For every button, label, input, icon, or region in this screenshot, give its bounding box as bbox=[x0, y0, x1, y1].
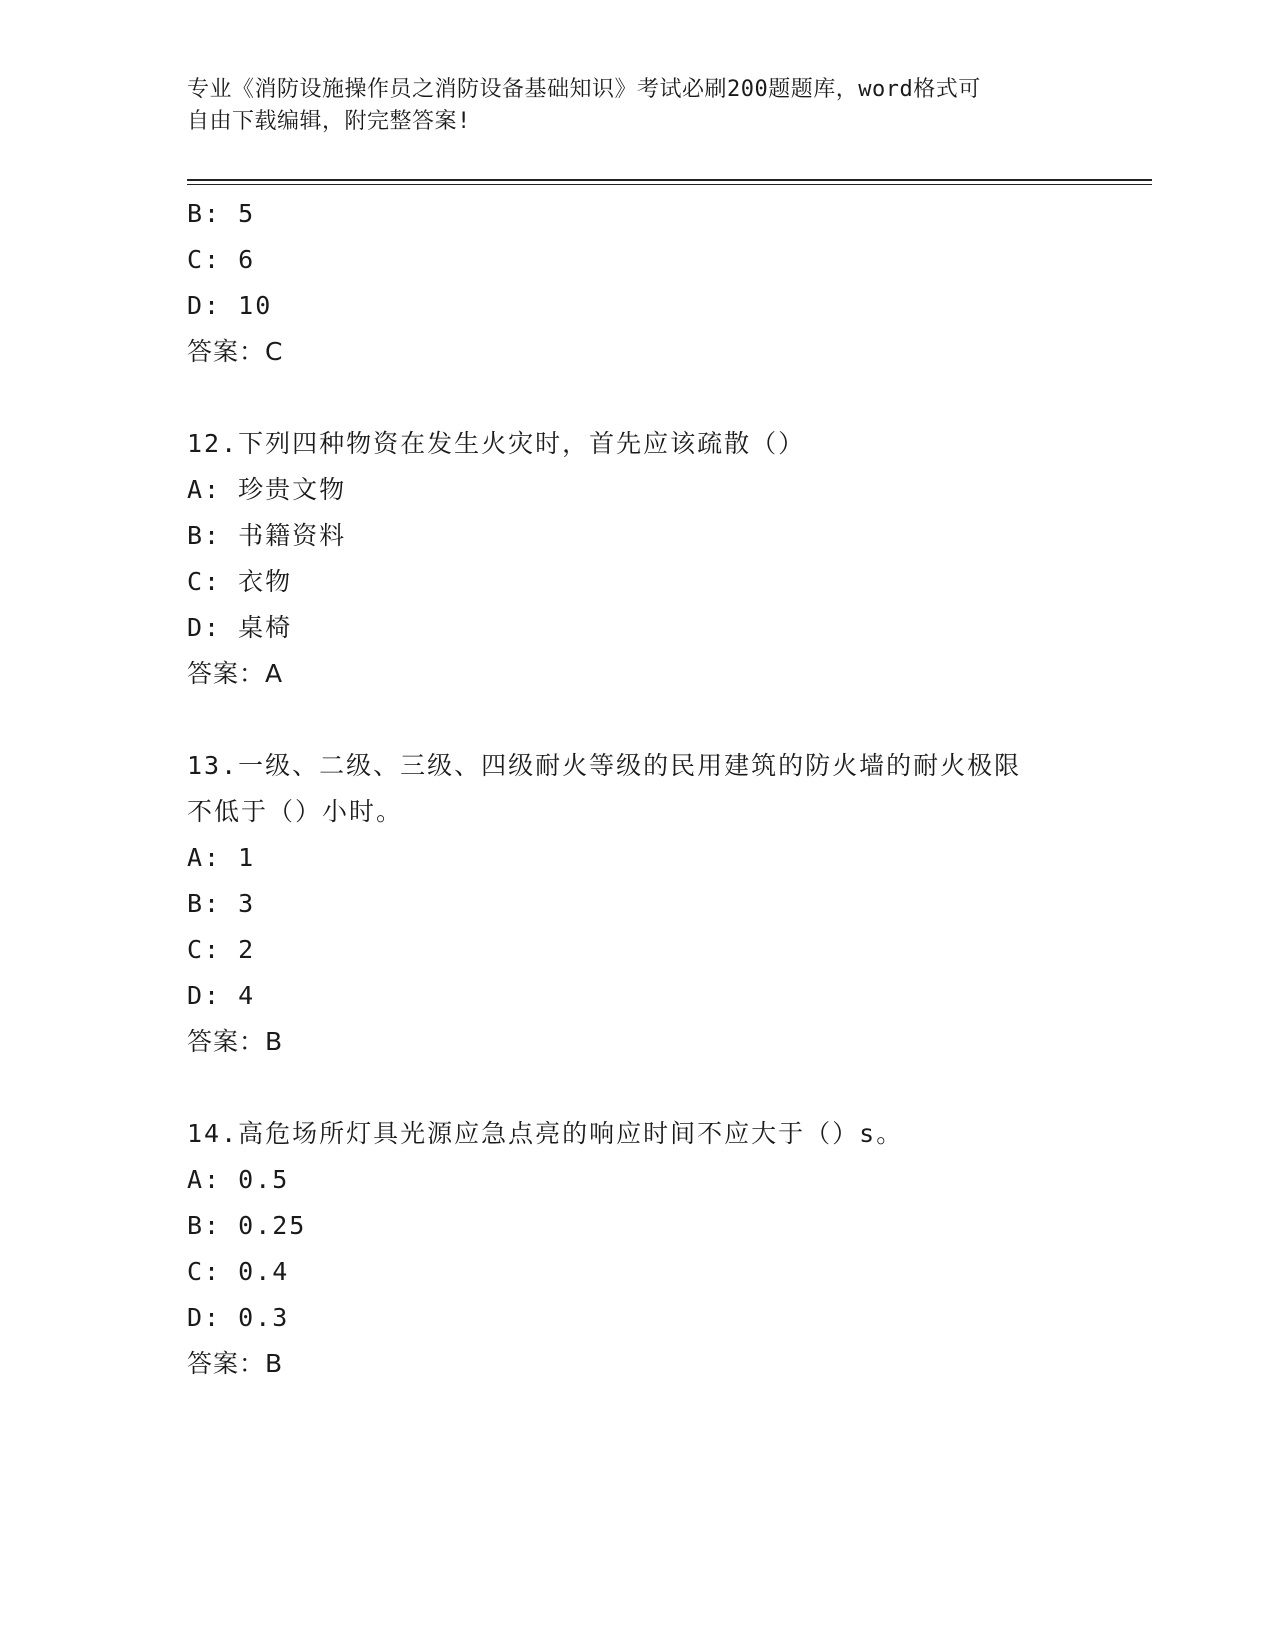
header-rule-thick bbox=[187, 179, 1152, 181]
option-b: B: 书籍资料 bbox=[187, 521, 347, 550]
option-c: C: 2 bbox=[187, 935, 256, 964]
option-c: C: 衣物 bbox=[187, 567, 293, 596]
option-c: C: 0.4 bbox=[187, 1257, 290, 1286]
option-b: B: 3 bbox=[187, 889, 256, 918]
option-a: A: 0.5 bbox=[187, 1165, 290, 1194]
option-d: D: 4 bbox=[187, 981, 256, 1010]
option-d: D: 0.3 bbox=[187, 1303, 290, 1332]
spacer bbox=[187, 1065, 1087, 1111]
question-list bbox=[187, 191, 1087, 1387]
question-stem-continued: 不低于（）小时。 bbox=[187, 797, 404, 826]
document-header bbox=[187, 74, 1087, 138]
option-b: B: 5 bbox=[187, 199, 256, 228]
header-line-2: 自由下载编辑，附完整答案! bbox=[187, 109, 471, 134]
option-a: A: 珍贵文物 bbox=[187, 475, 347, 504]
option-c: C: 6 bbox=[187, 245, 256, 274]
question-stem: 13.一级、二级、三级、四级耐火等级的民用建筑的防火墙的耐火极限 bbox=[187, 751, 1022, 780]
answer: 答案：B bbox=[187, 1027, 284, 1056]
option-d: D: 10 bbox=[187, 291, 273, 320]
question-14 bbox=[187, 1111, 1087, 1387]
answer: 答案：A bbox=[187, 659, 284, 688]
header-line-1: 专业《消防设施操作员之消防设备基础知识》考试必刷200题题库，word格式可 bbox=[187, 77, 981, 102]
option-b: B: 0.25 bbox=[187, 1211, 307, 1240]
question-stem: 12.下列四种物资在发生火灾时，首先应该疏散（） bbox=[187, 429, 806, 458]
question-stem: 14.高危场所灯具光源应急点亮的响应时间不应大于（）s。 bbox=[187, 1119, 904, 1148]
question-12 bbox=[187, 421, 1087, 697]
question-11-tail bbox=[187, 191, 1087, 375]
spacer bbox=[187, 697, 1087, 743]
answer: 答案：B bbox=[187, 1349, 284, 1378]
header-rule-thin bbox=[187, 184, 1152, 185]
option-a: A: 1 bbox=[187, 843, 256, 872]
answer: 答案：C bbox=[187, 337, 284, 366]
spacer bbox=[187, 375, 1087, 421]
option-d: D: 桌椅 bbox=[187, 613, 293, 642]
question-13 bbox=[187, 743, 1087, 1065]
